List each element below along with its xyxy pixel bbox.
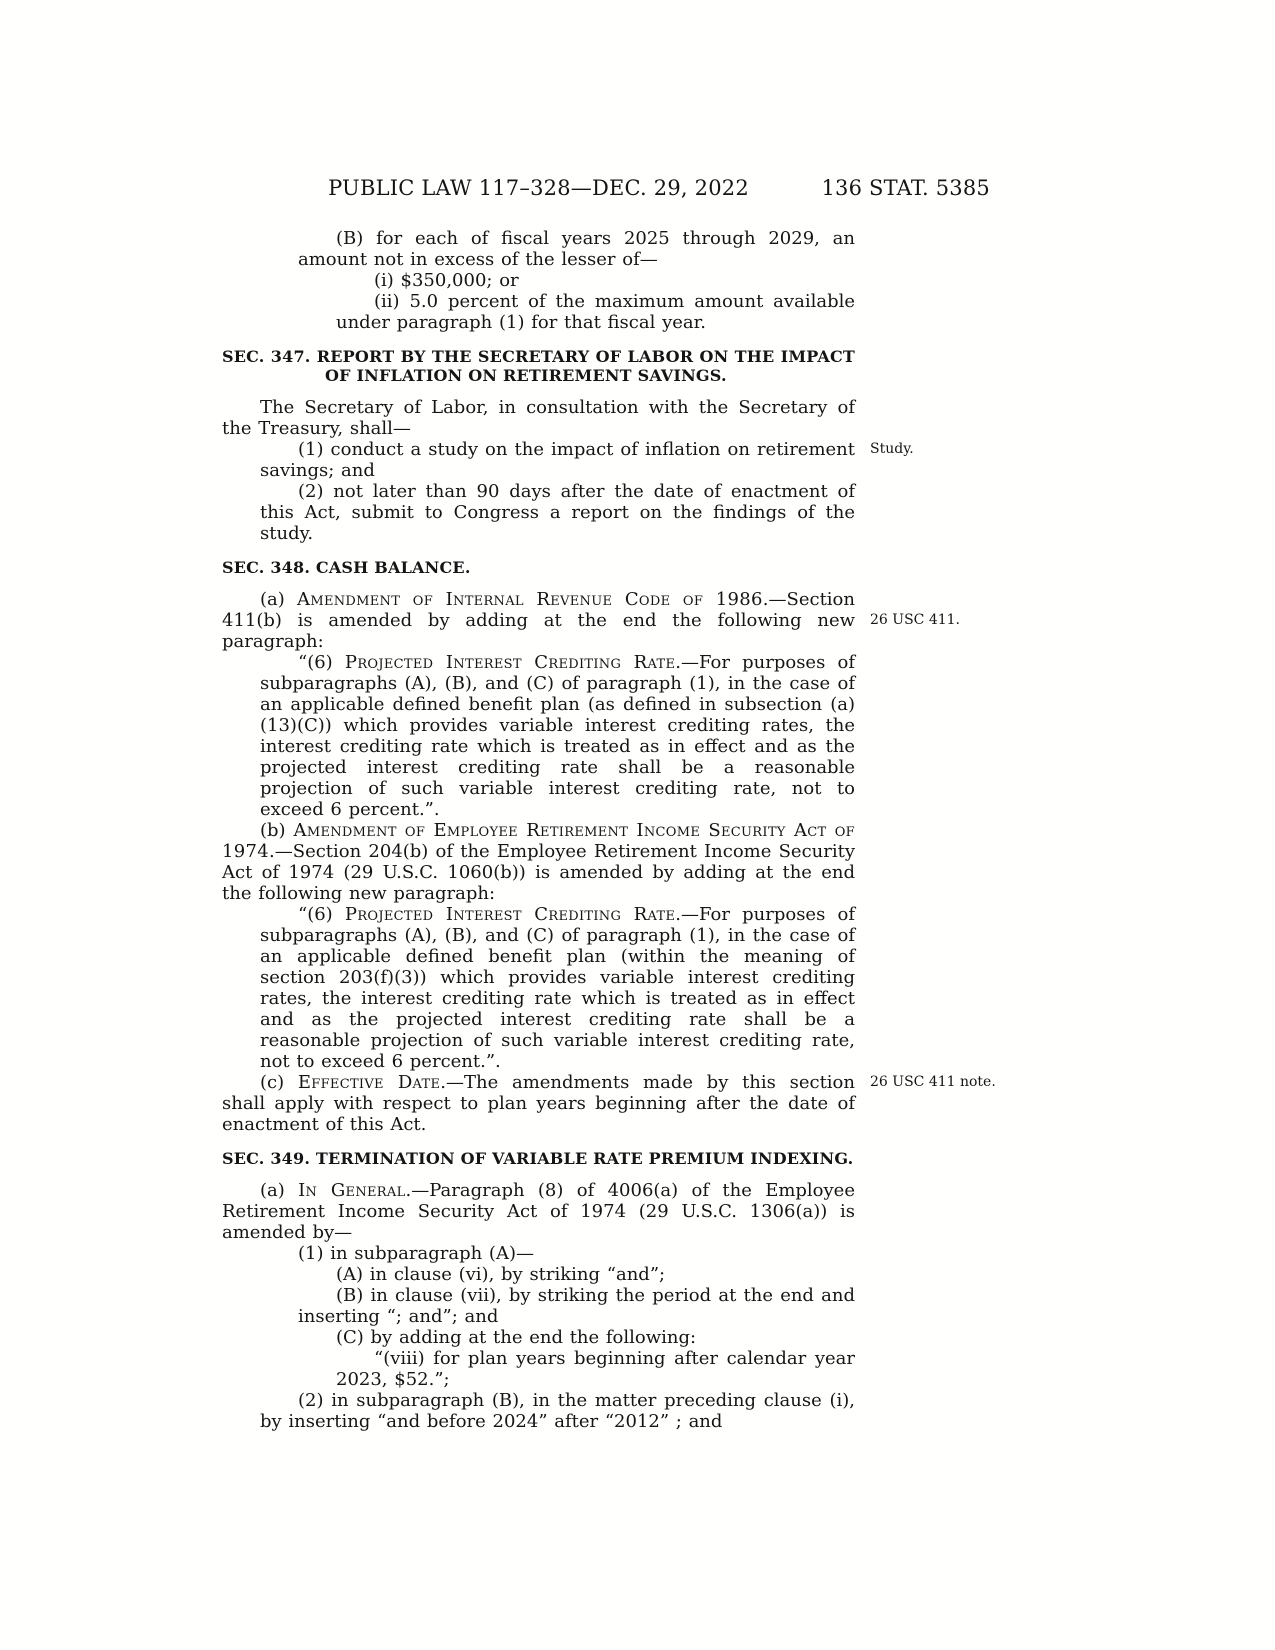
- text-run: “(6): [298, 904, 345, 925]
- section-heading: [222, 1149, 855, 1168]
- section-heading: [222, 558, 855, 577]
- text-run: .—The amendments made by this section shall apply with respect to plan years beginning after the date of enactment of this Act.: [222, 1072, 855, 1135]
- text-run: (ii) 5.0 percent of the maximum amount available under paragraph (1) for that fiscal year.: [336, 291, 855, 333]
- text-run: (a): [260, 1180, 299, 1201]
- text-run: (B) for each of fiscal years 2025 through 2029, an amount not in excess of the lesser of—: [298, 228, 855, 270]
- statute-paragraph: [260, 1390, 855, 1432]
- statute-paragraph: [336, 1348, 855, 1390]
- statute-paragraph: [260, 652, 855, 820]
- running-title: PUBLIC LAW 117–328—DEC. 29, 2022: [328, 176, 749, 200]
- text-run: The Secretary of Labor, in consultation with the Secretary of the Treasury, shall—: [222, 397, 855, 439]
- text-run: .—Paragraph (8) of 4006(a) of the Employee Retirement Income Security Act of 1974 (29 U.S.C. 1306(a)) is amended by—: [222, 1180, 855, 1243]
- small-caps-term: Amendment of Internal Revenue Code of 1986: [297, 589, 763, 610]
- text-run: .—Section 411(b) is amended by adding at the end the following new paragraph:: [222, 589, 855, 652]
- text-run: .—Section 204(b) of the Employee Retirement Income Security Act of 1974 (29 U.S.C. 1060(b)) is amended by adding at the end the following new paragraph:: [222, 841, 855, 904]
- small-caps-term: Projected Interest Crediting Rate: [344, 904, 676, 925]
- statute-paragraph: [260, 481, 855, 544]
- statute-paragraph: [222, 1072, 996, 1135]
- statute-paragraph: [222, 589, 960, 652]
- margin-note: 26 USC 411 note.: [870, 1074, 996, 1090]
- text-run: .—For purposes of subparagraphs (A), (B), and (C) of paragraph (1), in the case of an applicable defined benefit plan (within the meaning of section 203(f)(3)) which provides variable interest crediting rates, the interest crediting rate which is treated as in effect and as the projected interest crediting rate shall be a reasonable projection of such variable interest crediting rate, not to exceed 6 percent.”.: [260, 904, 856, 1072]
- paragraph-list: [222, 228, 996, 1432]
- text-run: SEC. 347. REPORT BY THE SECRETARY OF LABOR ON THE IMPACT OF INFLATION ON RETIREMENT SAVINGS.: [222, 347, 855, 385]
- text-run: (1) conduct a study on the impact of inflation on retirement savings; and: [260, 439, 855, 481]
- text-run: “(viii) for plan years beginning after calendar year 2023, $52.”;: [336, 1348, 855, 1390]
- statute-paragraph: [260, 1243, 855, 1264]
- small-caps-term: Projected Interest Crediting Rate: [344, 652, 676, 673]
- text-run: SEC. 349. TERMINATION OF VARIABLE RATE PREMIUM INDEXING.: [222, 1149, 854, 1168]
- text-run: (i) $350,000; or: [374, 270, 519, 291]
- text-run: (a): [260, 589, 298, 610]
- statute-paragraph: [222, 1180, 855, 1243]
- stat-citation: 136 STAT. 5385: [821, 176, 990, 200]
- text-run: (B) in clause (vii), by striking the period at the end and inserting “; and”; and: [298, 1285, 855, 1327]
- text-run: (A) in clause (vi), by striking “and”;: [336, 1264, 666, 1285]
- margin-note: 26 USC 411.: [870, 612, 960, 628]
- small-caps-term: In General: [298, 1180, 406, 1201]
- page-header: [222, 176, 990, 204]
- text-run: (2) not later than 90 days after the date of enactment of this Act, submit to Congress a report on the findings of the study.: [260, 481, 855, 544]
- statute-paragraph: [260, 904, 855, 1072]
- text-run: .—For purposes of subparagraphs (A), (B), and (C) of paragraph (1), in the case of an applicable defined benefit plan (as defined in subsection (a)(13)(C)) which provides variable interest crediting rates, the interest crediting rate which is treated as in effect and as the projected interest crediting rate shall be a reasonable projection of such variable interest crediting rate, not to exceed 6 percent.”.: [260, 652, 856, 820]
- text-run: (C) by adding at the end the following:: [336, 1327, 697, 1348]
- statute-paragraph: [222, 397, 855, 439]
- statute-paragraph: [298, 1285, 855, 1327]
- section-heading: [222, 347, 855, 385]
- statute-paragraph: [336, 270, 855, 291]
- text-run: (c): [260, 1072, 298, 1093]
- text-run: (1) in subparagraph (A)—: [298, 1243, 534, 1264]
- text-run: (2) in subparagraph (B), in the matter preceding clause (i), by inserting “and before 2024” after “2012” ; and: [260, 1390, 855, 1432]
- text-run: SEC. 348. CASH BALANCE.: [222, 558, 471, 577]
- statute-paragraph: [298, 228, 855, 270]
- margin-note: Study.: [870, 441, 914, 457]
- statute-paragraph: [222, 820, 855, 904]
- small-caps-term: Amendment of Employee Retirement Income Security Act of 1974: [222, 820, 855, 862]
- small-caps-term: Effective Date: [297, 1072, 441, 1093]
- text-run: (b): [260, 820, 294, 841]
- statute-paragraph: [336, 291, 855, 333]
- statute-paragraph: [260, 439, 914, 481]
- statute-body: [222, 228, 996, 1432]
- text-run: “(6): [298, 652, 345, 673]
- statute-paragraph: [298, 1264, 855, 1285]
- statute-paragraph: [298, 1327, 855, 1348]
